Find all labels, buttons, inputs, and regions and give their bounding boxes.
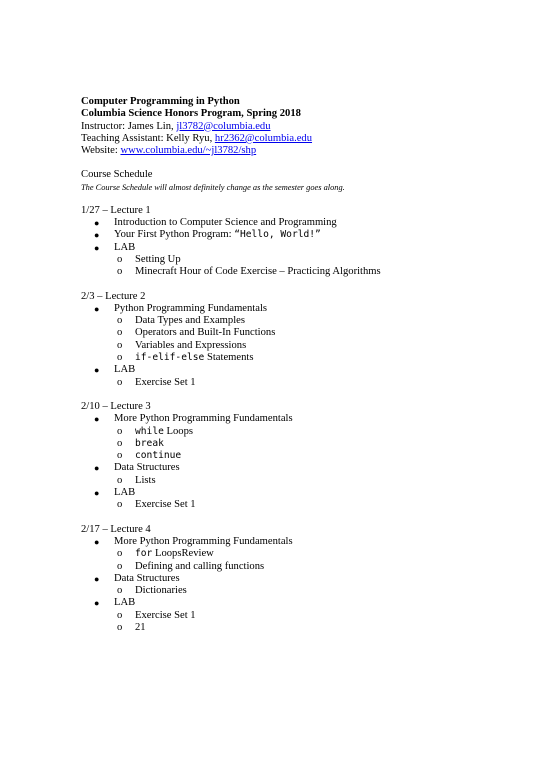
bullet-icon: ●: [94, 536, 100, 547]
bullet-icon: ●: [94, 463, 100, 474]
bullet-icon: ●: [94, 488, 100, 499]
sub-item-text: Statements: [204, 352, 254, 364]
sub-item-text: Defining and calling functions: [135, 560, 265, 572]
circle-bullet-icon: o: [117, 266, 123, 278]
sub-list-item: [114, 548, 501, 560]
lecture-title: 2/17 – Lecture 4: [81, 523, 151, 535]
sub-list-item: [114, 327, 501, 339]
website-label: Website:: [81, 145, 121, 157]
sub-item-code: continue: [135, 450, 182, 462]
sub-items: [114, 499, 501, 511]
item-code: “Hello, World!”: [234, 229, 321, 241]
bullet-icon: ●: [94, 598, 100, 609]
circle-bullet-icon: o: [117, 352, 123, 364]
sub-list-item: [114, 475, 501, 487]
item-text: More Python Programming Fundamentals: [114, 413, 293, 425]
instructor-line: [81, 121, 501, 133]
document-page: [81, 96, 501, 634]
bullet-icon: ●: [94, 573, 100, 584]
sub-item-code: break: [135, 437, 164, 449]
list-item: [81, 229, 501, 241]
list-item: [81, 487, 501, 512]
item-text: More Python Programming Fundamentals: [114, 535, 293, 547]
sub-items: [114, 426, 501, 463]
course-title: Computer Programming in Python: [81, 96, 240, 107]
sub-item-text: Loops: [163, 425, 194, 437]
sub-item-text: Exercise Set 1: [135, 499, 196, 511]
item-text: Data Structures: [114, 462, 180, 474]
item-text: LAB: [114, 241, 136, 253]
bullet-icon: ●: [94, 303, 100, 314]
sub-item-text: Dictionaries: [135, 585, 187, 597]
item-line: [114, 487, 501, 499]
circle-bullet-icon: o: [117, 315, 123, 327]
circle-bullet-icon: o: [117, 327, 123, 339]
item-text: LAB: [114, 487, 136, 499]
circle-bullet-icon: o: [117, 585, 123, 597]
sub-item-code: if-elif-else: [135, 352, 205, 364]
item-line: [114, 462, 501, 474]
schedule-note: The Course Schedule will almost definitely change as the semester goes along.: [81, 182, 345, 192]
sub-items: [114, 548, 501, 573]
circle-bullet-icon: o: [117, 621, 123, 633]
list-item: [81, 242, 501, 279]
list-item: [81, 573, 501, 598]
sub-list-item: [114, 266, 501, 278]
circle-bullet-icon: o: [117, 548, 123, 560]
item-line: [114, 536, 501, 548]
list-item: [81, 303, 501, 364]
sub-list-item: [114, 622, 501, 634]
sub-item-code: for: [135, 548, 153, 560]
item-line: [114, 364, 501, 376]
bullet-icon: ●: [94, 242, 100, 253]
sub-list-item: [114, 315, 501, 327]
circle-bullet-icon: o: [117, 499, 123, 511]
item-text: LAB: [114, 597, 136, 609]
sub-list-item: [114, 561, 501, 573]
bullet-icon: ●: [94, 365, 100, 376]
item-line: [114, 573, 501, 585]
sub-item-text: Lists: [135, 474, 156, 486]
circle-bullet-icon: o: [117, 376, 123, 388]
circle-bullet-icon: o: [117, 560, 123, 572]
sub-items: [114, 377, 501, 389]
list-item: [81, 462, 501, 487]
bullet-icon: ●: [94, 414, 100, 425]
instructor-email-link[interactable]: jl3782@columbia.edu: [176, 120, 271, 132]
sub-items: [114, 585, 501, 597]
item-line: [114, 229, 501, 241]
sub-item-text: Variables and Expressions: [135, 339, 247, 351]
list-item: [81, 364, 501, 389]
sub-item-code: while: [135, 425, 164, 437]
circle-bullet-icon: o: [117, 253, 123, 265]
list-item: [81, 413, 501, 462]
list-item: [81, 597, 501, 634]
schedule-heading: Course Schedule: [81, 169, 153, 181]
item-line: [114, 242, 501, 254]
lecture-title: 1/27 – Lecture 1: [81, 204, 151, 216]
item-text: Python Programming Fundamentals: [114, 302, 268, 314]
circle-bullet-icon: o: [117, 339, 123, 351]
sub-list-item: [114, 585, 501, 597]
lecture-title: 2/3 – Lecture 2: [81, 290, 146, 302]
lecture-list: [81, 193, 501, 635]
sub-items: [114, 315, 501, 364]
ta-email-link[interactable]: hr2362@columbia.edu: [214, 132, 313, 144]
sub-items: [114, 610, 501, 635]
list-item: [81, 217, 501, 229]
sub-list-item: [114, 426, 501, 438]
sub-list-item: [114, 254, 501, 266]
sub-list-item: [114, 340, 501, 352]
sub-items: [114, 475, 501, 487]
item-text: Introduction to Computer Science and Programming: [114, 217, 337, 229]
circle-bullet-icon: o: [117, 474, 123, 486]
website-line: [81, 145, 501, 157]
sub-item-text: LoopsReview: [152, 548, 214, 560]
sub-list-item: [114, 352, 501, 364]
lecture-items: [81, 303, 501, 389]
sub-item-text: Exercise Set 1: [135, 376, 196, 388]
item-line: [114, 413, 501, 425]
sub-item-text: Operators and Built-In Functions: [135, 327, 276, 339]
sub-item-text: Data Types and Examples: [135, 315, 245, 327]
program-name: Columbia Science Honors Program, Spring 2018: [81, 108, 301, 120]
circle-bullet-icon: o: [117, 425, 123, 437]
item-text: LAB: [114, 364, 136, 376]
list-item: [81, 536, 501, 573]
item-text: Your First Python Program:: [114, 229, 235, 241]
lecture-items: [81, 217, 501, 278]
sub-item-text: Exercise Set 1: [135, 609, 196, 621]
ta-label: Teaching Assistant: Kelly Ryu,: [81, 132, 215, 144]
lecture-items: [81, 413, 501, 511]
item-text: Data Structures: [114, 572, 180, 584]
sub-list-item: [114, 438, 501, 450]
sub-list-item: [114, 377, 501, 389]
bullet-icon: ●: [94, 230, 100, 241]
sub-list-item: [114, 610, 501, 622]
website-link[interactable]: www.columbia.edu/~jl3782/shp: [120, 145, 257, 157]
sub-list-item: [114, 499, 501, 511]
lecture-title: 2/10 – Lecture 3: [81, 400, 151, 412]
item-line: [114, 217, 501, 229]
circle-bullet-icon: o: [117, 609, 123, 621]
ta-line: [81, 133, 501, 145]
item-line: [114, 597, 501, 609]
lecture-items: [81, 536, 501, 634]
instructor-label: Instructor: James Lin,: [81, 120, 177, 132]
item-line: [114, 303, 501, 315]
circle-bullet-icon: o: [117, 437, 123, 449]
sub-item-text: 21: [135, 621, 146, 633]
sub-list-item: [114, 450, 501, 462]
bullet-icon: ●: [94, 218, 100, 229]
sub-item-text: Setting Up: [135, 253, 181, 265]
circle-bullet-icon: o: [117, 450, 123, 462]
sub-items: [114, 254, 501, 279]
sub-item-text: Minecraft Hour of Code Exercise – Practicing Algorithms: [135, 266, 381, 278]
